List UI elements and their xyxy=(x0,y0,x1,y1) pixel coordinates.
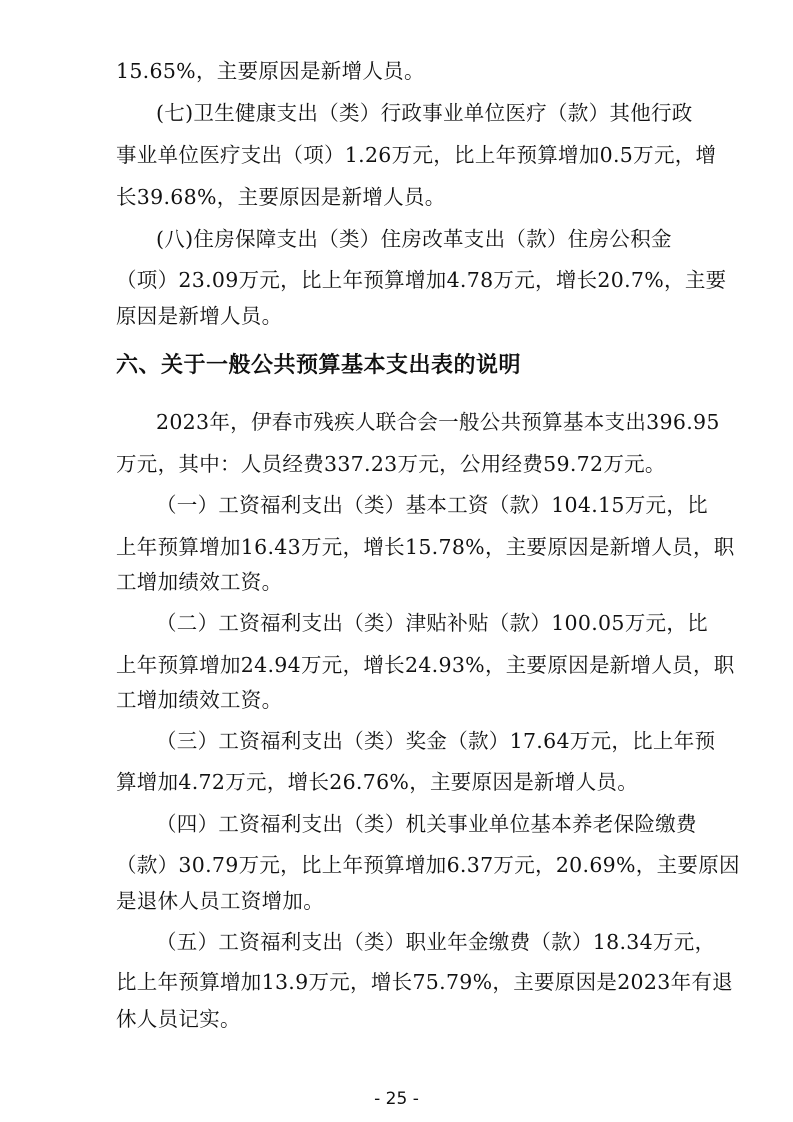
paragraph-line: （款）30.79万元，比上年预算增加6.37万元，20.69%，主要原因 xyxy=(116,853,740,877)
paragraph-line: 原因是新增人员。 xyxy=(116,304,283,328)
paragraph-line: （三）工资福利支出（类）奖金（款）17.64万元，比上年预 xyxy=(156,729,716,753)
paragraph-line: 比上年预算增加13.9万元，增长75.79%，主要原因是2023年有退 xyxy=(116,970,733,994)
paragraph-line: 上年预算增加16.43万元，增长15.78%，主要原因是新增人员，职 xyxy=(116,535,735,559)
paragraph-line: 长39.68%，主要原因是新增人员。 xyxy=(116,185,446,209)
paragraph-line: （四）工资福利支出（类）机关事业单位基本养老保险缴费 xyxy=(156,812,697,836)
paragraph-line: 工增加绩效工资。 xyxy=(116,688,283,712)
paragraph-line: （一）工资福利支出（类）基本工资（款）104.15万元，比 xyxy=(156,493,708,517)
paragraph-line: 2023年，伊春市残疾人联合会一般公共预算基本支出396.95 xyxy=(156,410,720,434)
page-number: - 25 - xyxy=(374,1089,419,1109)
paragraph-line: 工增加绩效工资。 xyxy=(116,570,283,594)
paragraph-line: 15.65%，主要原因是新增人员。 xyxy=(116,59,425,83)
paragraph-line: 休人员记实。 xyxy=(116,1007,241,1031)
paragraph-line: （五）工资福利支出（类）职业年金缴费（款）18.34万元， xyxy=(156,930,716,954)
paragraph-line: 万元，其中：人员经费337.23万元，公用经费59.72万元。 xyxy=(116,452,666,476)
paragraph-line: （项）23.09万元，比上年预算增加4.78万元，增长20.7%，主要 xyxy=(116,268,727,292)
paragraph-line: (八)住房保障支出（类）住房改革支出（款）住房公积金 xyxy=(156,227,672,251)
section-heading: 六、关于一般公共预算基本支出表的说明 xyxy=(116,353,522,378)
paragraph-line: (七)卫生健康支出（类）行政事业单位医疗（款）其他行政 xyxy=(156,101,693,125)
paragraph-line: 算增加4.72万元，增长26.76%，主要原因是新增人员。 xyxy=(116,770,639,794)
paragraph-line: 上年预算增加24.94万元，增长24.93%，主要原因是新增人员，职 xyxy=(116,653,735,677)
paragraph-line: （二）工资福利支出（类）津贴补贴（款）100.05万元，比 xyxy=(156,611,708,635)
paragraph-line: 是退休人员工资增加。 xyxy=(116,889,324,913)
paragraph-line: 事业单位医疗支出（项）1.26万元，比上年预算增加0.5万元，增 xyxy=(116,143,717,167)
